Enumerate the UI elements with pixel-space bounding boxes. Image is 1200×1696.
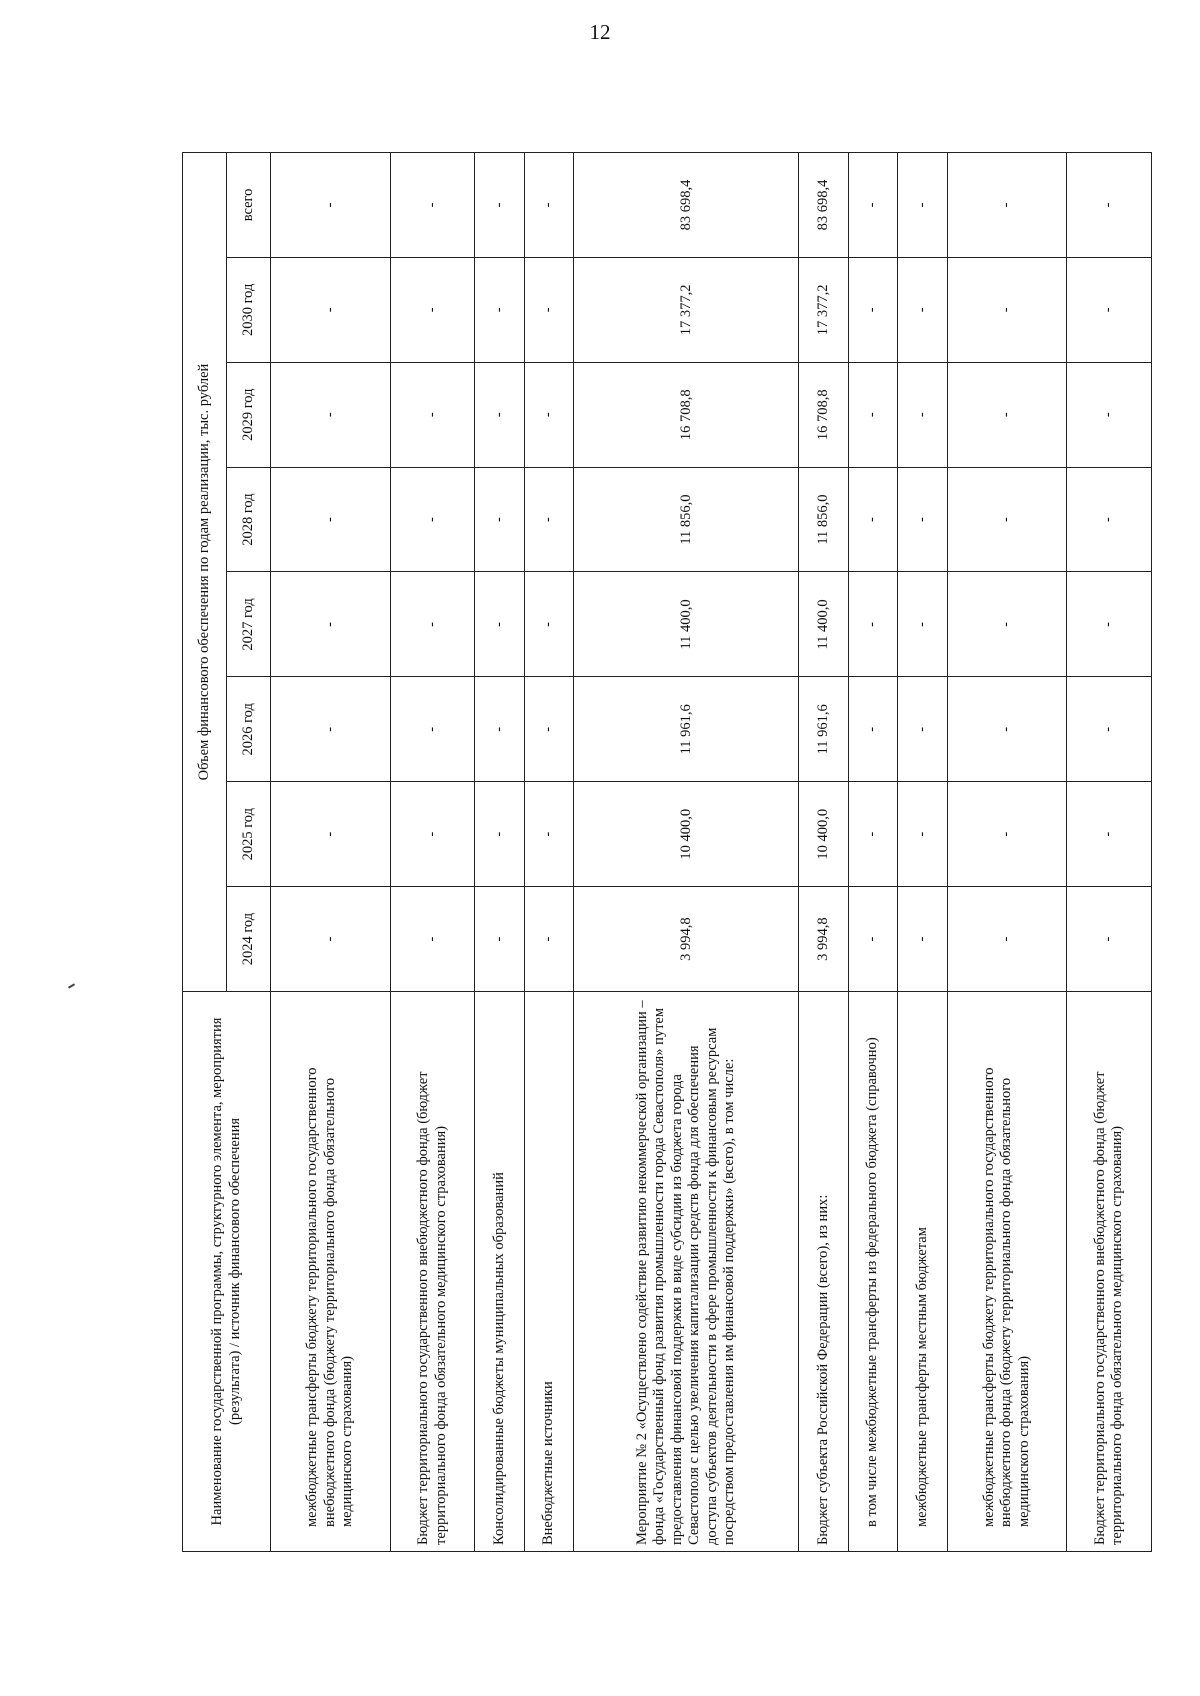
row-name-cell: Бюджет субъекта Российской Федерации (всего), из них: — [799, 992, 848, 1552]
value-cell: - — [271, 782, 391, 887]
table-row — [390, 153, 475, 1552]
table-row — [475, 153, 524, 1552]
value-cell: - — [898, 153, 947, 258]
value-cell: - — [524, 677, 573, 782]
value-cell: - — [475, 257, 524, 362]
value-cell: - — [898, 362, 947, 467]
value-cell: - — [898, 677, 947, 782]
value-cell: - — [1067, 153, 1152, 258]
value-cell: - — [848, 467, 897, 572]
row-name-cell: Бюджет территориального государственного внебюджетного фонда (бюджет территориального фонда обязательного медицинского страхования) — [1067, 992, 1152, 1552]
value-cell: - — [947, 782, 1067, 887]
value-cell: - — [475, 153, 524, 258]
stray-mark — [68, 983, 75, 988]
row-name-cell: Бюджет территориального государственного внебюджетного фонда (бюджет территориального фонда обязательного медицинского страхования) — [390, 992, 475, 1552]
value-cell: - — [475, 677, 524, 782]
year-header-cell: 2030 год — [227, 257, 271, 362]
value-cell: - — [475, 467, 524, 572]
table-header — [183, 153, 271, 1552]
value-cell: 10 400,0 — [574, 782, 799, 887]
value-cell: - — [898, 782, 947, 887]
value-cell: - — [271, 887, 391, 992]
value-cell: - — [898, 257, 947, 362]
value-cell: - — [1067, 887, 1152, 992]
value-cell: - — [475, 887, 524, 992]
table-row — [799, 153, 848, 1552]
value-cell: - — [848, 887, 897, 992]
value-cell: - — [947, 572, 1067, 677]
value-cell: - — [898, 572, 947, 677]
value-cell: - — [271, 467, 391, 572]
value-cell: 16 708,8 — [574, 362, 799, 467]
value-cell: - — [524, 887, 573, 992]
value-cell: - — [524, 362, 573, 467]
value-cell: - — [271, 257, 391, 362]
value-cell: - — [848, 153, 897, 258]
year-header-cell: всего — [227, 153, 271, 258]
table-row — [271, 153, 391, 1552]
value-cell: - — [390, 467, 475, 572]
value-cell: - — [475, 782, 524, 887]
value-cell: - — [390, 153, 475, 258]
row-name-cell: межбюджетные трансферты местным бюджетам — [898, 992, 947, 1552]
value-cell: 11 856,0 — [574, 467, 799, 572]
value-cell: - — [475, 572, 524, 677]
value-cell: - — [475, 362, 524, 467]
table-row — [898, 153, 947, 1552]
value-cell: - — [390, 887, 475, 992]
year-header-cell: 2025 год — [227, 782, 271, 887]
value-cell: 11 961,6 — [799, 677, 848, 782]
table-row — [1067, 153, 1152, 1552]
financing-table — [182, 152, 1152, 1552]
name-column-header: Наименование государственной программы, структурного элемента, мероприятия (результата) / источник финансового обеспечения — [183, 992, 271, 1552]
row-name-cell: Консолидированные бюджеты муниципальных образований — [475, 992, 524, 1552]
table-row — [947, 153, 1067, 1552]
value-cell: 17 377,2 — [799, 257, 848, 362]
value-cell: - — [390, 572, 475, 677]
value-cell: - — [524, 257, 573, 362]
table-row — [524, 153, 573, 1552]
value-cell: - — [848, 782, 897, 887]
value-cell: - — [271, 677, 391, 782]
value-cell: - — [947, 887, 1067, 992]
value-cell: - — [947, 362, 1067, 467]
value-cell: 11 856,0 — [799, 467, 848, 572]
value-cell: 83 698,4 — [574, 153, 799, 258]
value-cell: 3 994,8 — [799, 887, 848, 992]
row-name-cell: межбюджетные трансферты бюджету территориального государственного внебюджетного фонда (бюджету территориального фонда обязательного медицинского страхования) — [271, 992, 391, 1552]
row-name-cell: межбюджетные трансферты бюджету территориального государственного внебюджетного фонда (бюджету территориального фонда обязательного медицинского страхования) — [947, 992, 1067, 1552]
year-header-cell: 2026 год — [227, 677, 271, 782]
value-cell: - — [848, 677, 897, 782]
value-cell: - — [848, 572, 897, 677]
value-cell: - — [898, 467, 947, 572]
value-cell: - — [524, 467, 573, 572]
value-cell: - — [271, 572, 391, 677]
value-cell: - — [848, 362, 897, 467]
table-body — [271, 153, 1152, 1552]
row-name-cell: в том числе межбюджетные трансферты из федерального бюджета (справочно) — [848, 992, 897, 1552]
value-cell: 10 400,0 — [799, 782, 848, 887]
table-rotated-container — [182, 152, 1152, 1552]
value-cell: - — [390, 677, 475, 782]
value-cell: - — [848, 257, 897, 362]
value-cell: - — [947, 257, 1067, 362]
value-cell: - — [1067, 782, 1152, 887]
value-cell: - — [524, 153, 573, 258]
value-cell: - — [1067, 467, 1152, 572]
value-cell: - — [1067, 257, 1152, 362]
year-header-cell: 2028 год — [227, 467, 271, 572]
year-header-cell: 2024 год — [227, 887, 271, 992]
table-row — [848, 153, 897, 1552]
value-cell: - — [524, 572, 573, 677]
value-cell: - — [947, 677, 1067, 782]
value-cell: - — [1067, 572, 1152, 677]
value-cell: - — [390, 782, 475, 887]
value-cell: - — [524, 782, 573, 887]
year-header-cell: 2027 год — [227, 572, 271, 677]
value-cell: - — [1067, 677, 1152, 782]
value-cell: 83 698,4 — [799, 153, 848, 258]
value-cell: 17 377,2 — [574, 257, 799, 362]
value-cell: - — [271, 153, 391, 258]
financing-group-header: Объем финансового обеспечения по годам реализации, тыс. рублей — [183, 153, 227, 992]
value-cell: 16 708,8 — [799, 362, 848, 467]
value-cell: - — [947, 467, 1067, 572]
value-cell: 11 400,0 — [574, 572, 799, 677]
row-name-cell: Мероприятие № 2 «Осуществлено содействие развитию некоммерческой организации – фонда «Государственный фонд развития промышленности города Севастополя» путем предоставления финансовой поддержки в виде субсидии из бюджета города Севастополя с целью увеличения капитализации средств фонда для обеспечения доступа субъектов деятельности в сфере промышленности к финансовым ресурсам посредством предоставления им финансовой поддержки» (всего), в том числе: — [574, 992, 799, 1552]
row-name-cell: Внебюджетные источники — [524, 992, 573, 1552]
year-header-cell: 2029 год — [227, 362, 271, 467]
value-cell: - — [390, 257, 475, 362]
value-cell: - — [898, 887, 947, 992]
value-cell: - — [947, 153, 1067, 258]
page-number: 12 — [589, 20, 611, 44]
value-cell: - — [390, 362, 475, 467]
table-row — [574, 153, 799, 1552]
value-cell: - — [1067, 362, 1152, 467]
value-cell: 3 994,8 — [574, 887, 799, 992]
value-cell: 11 400,0 — [799, 572, 848, 677]
value-cell: 11 961,6 — [574, 677, 799, 782]
value-cell: - — [271, 362, 391, 467]
